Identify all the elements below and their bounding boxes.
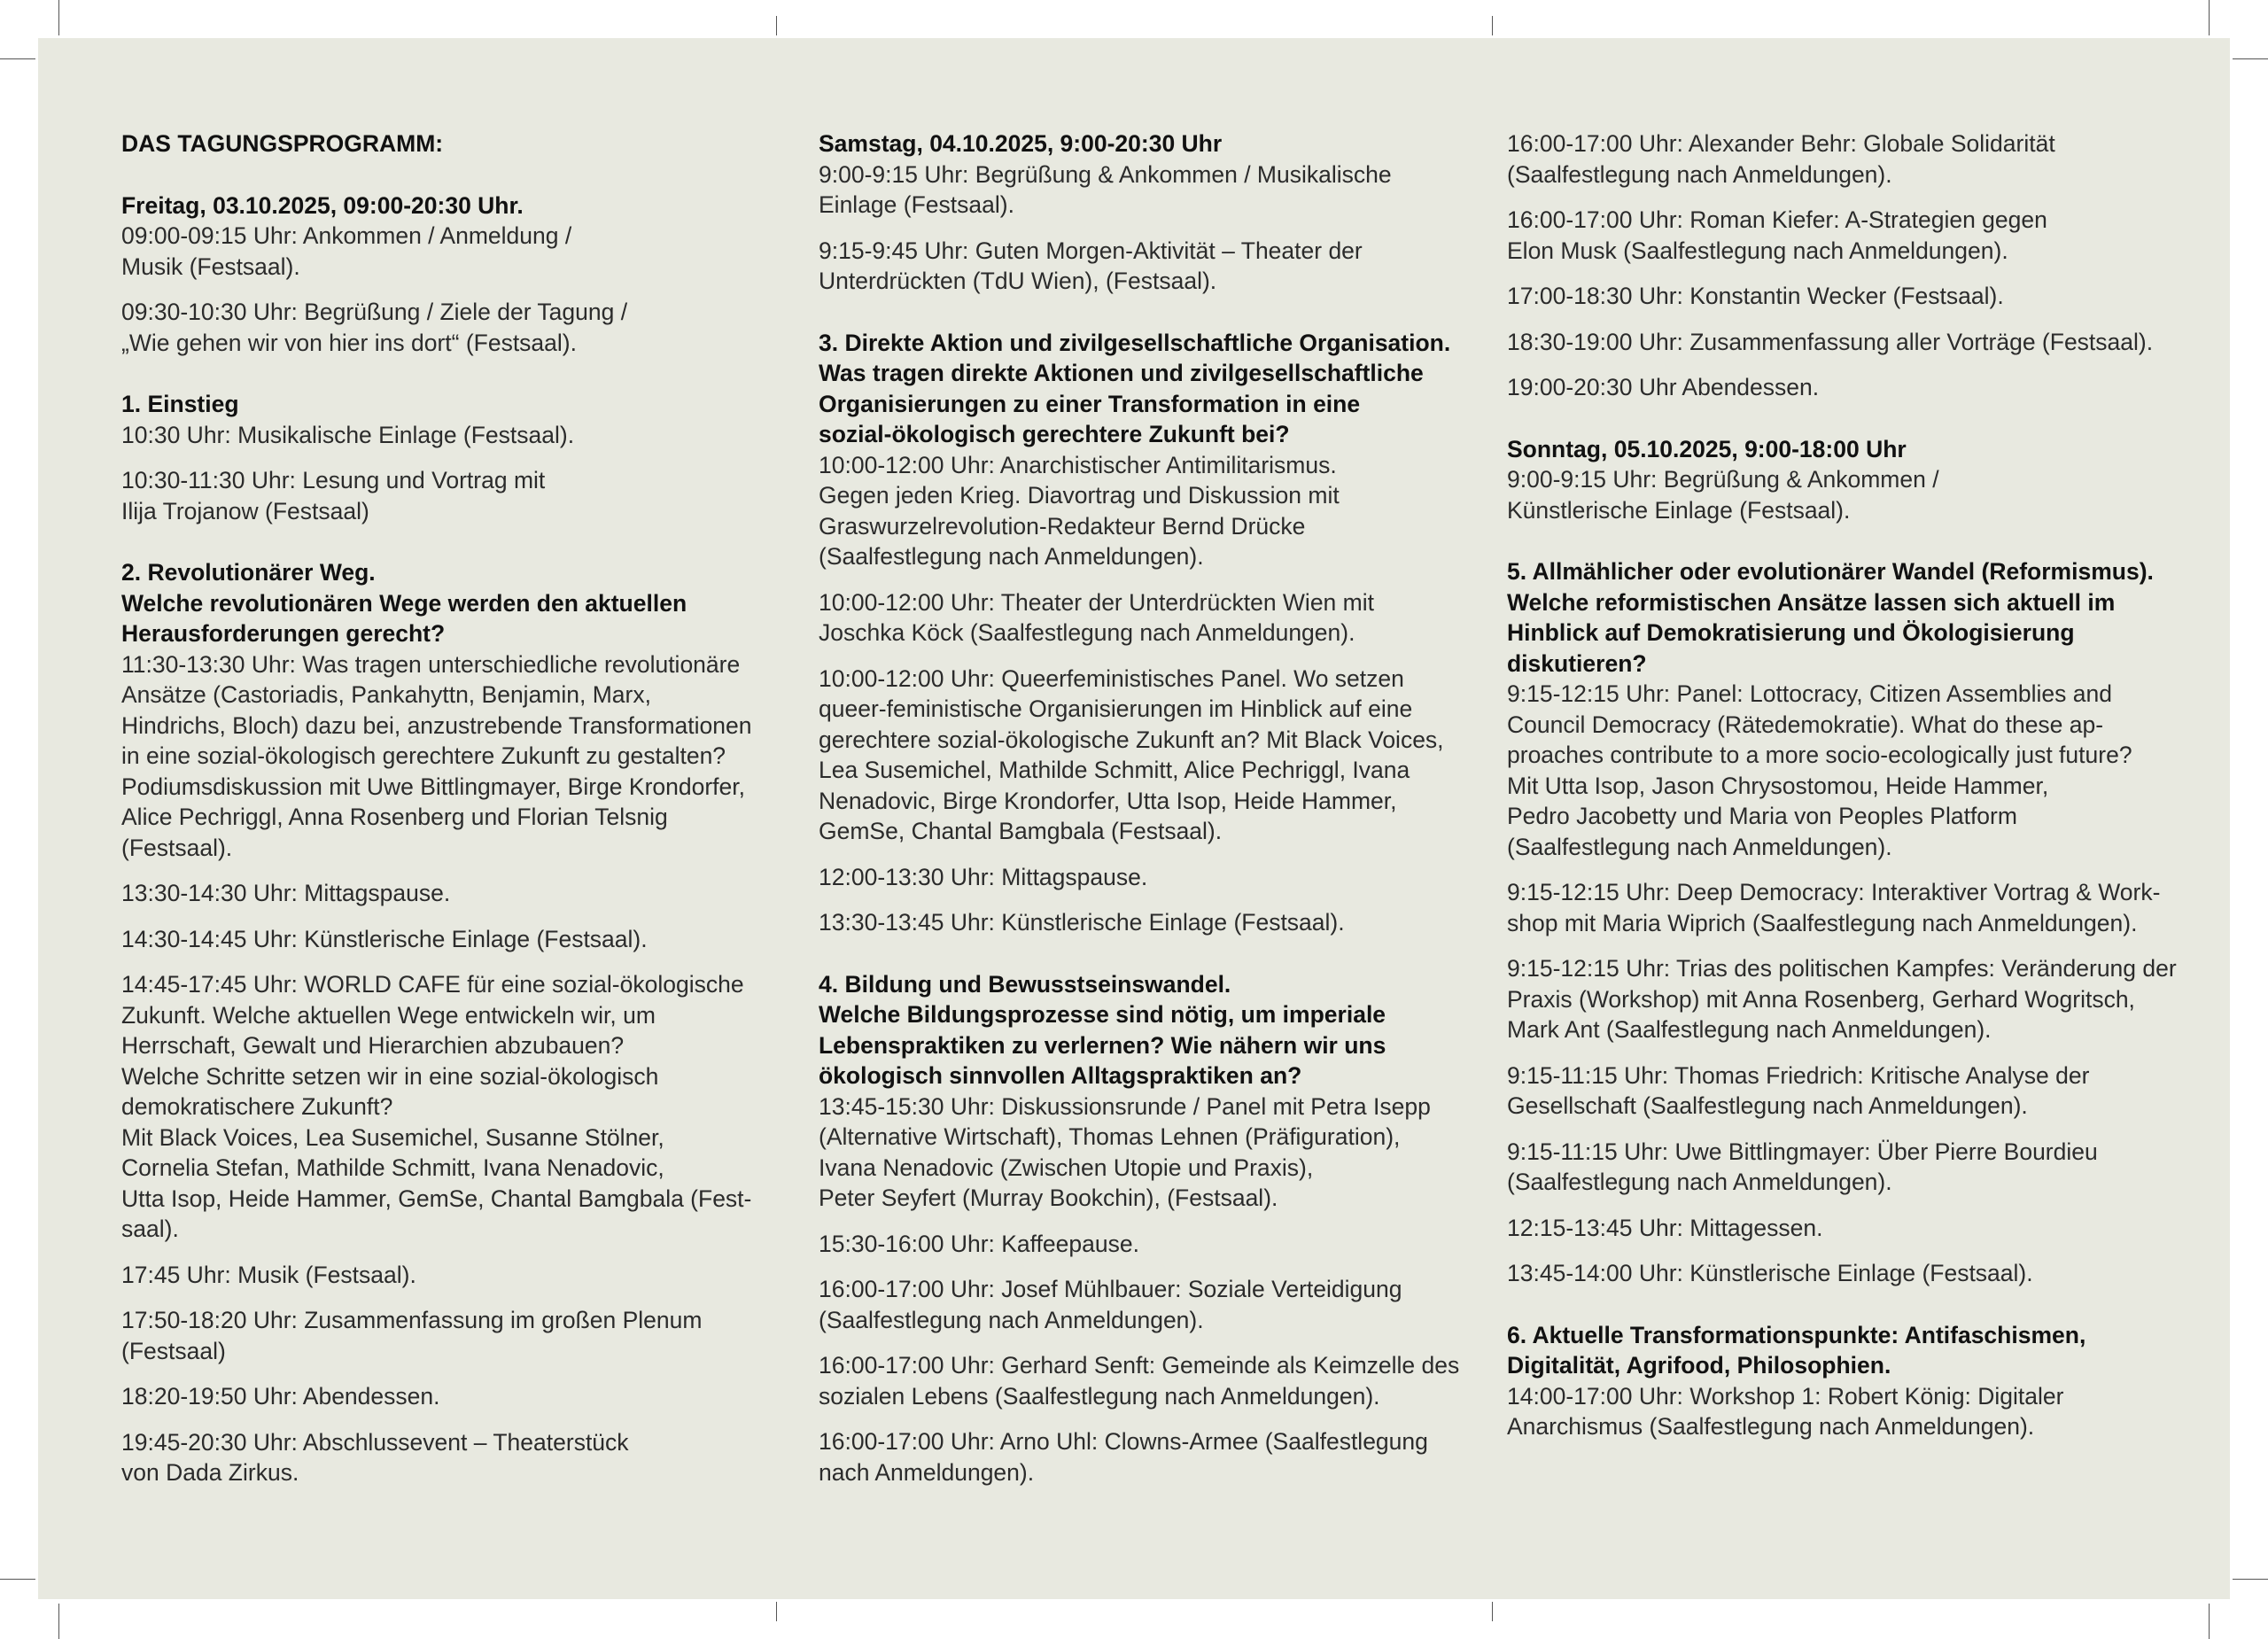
crop-mark	[58, 1604, 59, 1639]
program-entry: 14:00-17:00 Uhr: Workshop 1: Robert König: Digitaler Anarchismus (Saalfestlegung nach Anmeldungen).	[1507, 1382, 2064, 1440]
crop-mark	[58, 0, 59, 35]
program-entry: 13:45-14:00 Uhr: Künstlerische Einlage (Festsaal).	[1507, 1260, 2033, 1286]
program-entry: 19:00-20:30 Uhr Abendessen.	[1507, 374, 1820, 400]
section-heading-4: 4. Bildung und Bewusstseinswandel. Welche Bildungsprozesse sind nötig, um imperiale Lebenspraktiken zu verlernen? Wie nähern wir uns ökologisch sinnvollen Alltagspraktiken an?	[819, 970, 1386, 1089]
section-heading-6: 6. Aktuelle Transformationspunkte: Antifaschismen, Digitalität, Agrifood, Philosophien.	[1507, 1321, 2086, 1379]
fold-mark	[776, 1602, 777, 1621]
program-entry: 10:00-12:00 Uhr: Anarchistischer Antimilitarismus. Gegen jeden Krieg. Diavortrag und Diskussion mit Graswurzelrevolution-Redakteur Bernd Drücke (Saalfestlegung nach Anmeldungen).	[819, 451, 1340, 570]
program-entry: 13:30-14:30 Uhr: Mittagspause.	[121, 880, 451, 906]
column-friday	[121, 128, 804, 1503]
program-entry: 17:00-18:30 Uhr: Konstantin Wecker (Festsaal).	[1507, 283, 2004, 309]
spacer	[121, 541, 804, 557]
program-entry: 16:00-17:00 Uhr: Josef Mühlbauer: Soziale Verteidigung (Saalfestlegung nach Anmeldungen).	[819, 1276, 1402, 1333]
program-entry: 13:45-15:30 Uhr: Diskussionsrunde / Panel mit Petra Isepp (Alternative Wirtschaft), Thomas Lehnen (Präfiguration), Ivana Nenadovic (Zwischen Utopie und Praxis), Peter Seyfert (Murray Bookchin), (Festsaal).	[819, 1092, 1431, 1211]
program-entry: 16:00-17:00 Uhr: Roman Kiefer: A-Strategien gegen Elon Musk (Saalfestlegung nach Anmeldungen).	[1507, 206, 2047, 264]
program-entry: 09:00-09:15 Uhr: Ankommen / Anmeldung / Musik (Festsaal).	[121, 222, 572, 280]
crop-mark	[0, 58, 35, 59]
program-entry: 9:15-9:45 Uhr: Guten Morgen-Aktivität – Theater der Unterdrückten (TdU Wien), (Festsaal).	[819, 237, 1363, 294]
fold-mark	[776, 16, 777, 35]
program-entry: 17:45 Uhr: Musik (Festsaal).	[121, 1261, 416, 1288]
section-heading-3: 3. Direkte Aktion und zivilgesellschaftliche Organisation. Was tragen direkte Aktionen und zivilgesellschaftliche Organisierungen zu einer Transformation in eine sozial-ökologisch gerechtere Zukunft bei?	[819, 329, 1451, 447]
crop-mark	[2209, 0, 2210, 35]
program-entry: 9:15-11:15 Uhr: Uwe Bittlingmayer: Über Pierre Bourdieu (Saalfestlegung nach Anmeldungen).	[1507, 1138, 2098, 1195]
day-heading-friday: Freitag, 03.10.2025, 09:00-20:30 Uhr.	[121, 191, 524, 219]
column-saturday	[819, 128, 1501, 1503]
program-entry: 18:30-19:00 Uhr: Zusammenfassung aller Vorträge (Festsaal).	[1507, 328, 2154, 355]
crop-mark	[2233, 1579, 2268, 1580]
spacer	[121, 159, 804, 190]
crop-mark	[0, 1579, 35, 1580]
program-entry: 10:00-12:00 Uhr: Queerfeministisches Panel. Wo setzen queer-feministische Organisierungen im Hinblick auf eine gerechtere sozial-ökologische Zukunft an? Mit Black Voices, Lea Susemichel, Mathilde Schmitt, Alice Pechriggl, Ivana Nenadovic, Birge Krondorfer, Utta Isop, Heide Hammer, GemSe, Chantal Bamgbala (Festsaal).	[819, 664, 1444, 844]
program-entry: 15:30-16:00 Uhr: Kaffeepause.	[819, 1230, 1139, 1257]
crop-mark	[2233, 58, 2268, 59]
program-entry: 10:30 Uhr: Musikalische Einlage (Festsaal).	[121, 421, 575, 448]
program-entry: 09:30-10:30 Uhr: Begrüßung / Ziele der Tagung / „Wie gehen wir von hier ins dort“ (Festsaal).	[121, 299, 628, 356]
program-entry: 10:30-11:30 Uhr: Lesung und Vortrag mit Ilija Trojanow (Festsaal)	[121, 467, 546, 524]
program-entry: 9:00-9:15 Uhr: Begrüßung & Ankommen / Musikalische Einlage (Festsaal).	[819, 160, 1392, 218]
program-entry: 9:00-9:15 Uhr: Begrüßung & Ankommen / Künstlerische Einlage (Festsaal).	[1507, 466, 1939, 524]
section-heading-5: 5. Allmählicher oder evolutionärer Wandel (Reformismus). Welche reformistischen Ansätze lassen sich aktuell im Hinblick auf Demokratisierung und Ökologisierung diskutieren?	[1507, 558, 2154, 677]
spacer	[1507, 540, 2189, 556]
program-entry: 16:00-17:00 Uhr: Gerhard Senft: Gemeinde als Keimzelle des sozialen Lebens (Saalfestlegung nach Anmeldungen).	[819, 1352, 1460, 1410]
program-entry: 16:00-17:00 Uhr: Arno Uhl: Clowns-Armee (Saalfestlegung nach Anmeldungen).	[819, 1428, 1428, 1486]
spacer	[1507, 418, 2189, 434]
fold-mark	[1492, 16, 1493, 35]
program-entry: 14:45-17:45 Uhr: WORLD CAFE für eine sozial-ökologische Zukunft. Welche aktuellen Wege entwickeln wir, um Herrschaft, Gewalt und Hierarchien abzubauen? Welche Schritte setzen wir in eine sozial-ökologisch demokratischere Zukunft? Mit Black Voices, Lea Susemichel, Susanne Stölner, Cornelia Stefan, Mathilde Schmitt, Ivana Nenadovic, Utta Isop, Heide Hammer, GemSe, Chantal Bamgbala (Fest- saal).	[121, 971, 752, 1242]
program-entry: 9:15-11:15 Uhr: Thomas Friedrich: Kritische Analyse der Gesellschaft (Saalfestlegung nach Anmeldungen).	[1507, 1061, 2090, 1119]
program-entry: 14:30-14:45 Uhr: Künstlerische Einlage (Festsaal).	[121, 925, 648, 952]
program-entry: 9:15-12:15 Uhr: Deep Democracy: Interaktiver Vortrag & Work- shop mit Maria Wiprich (Saalfestlegung nach Anmeldungen).	[1507, 879, 2161, 936]
program-entry: 19:45-20:30 Uhr: Abschlussevent – Theaterstück von Dada Zirkus.	[121, 1428, 629, 1486]
column-saturday-sunday	[1507, 128, 2189, 1457]
spacer	[121, 373, 804, 389]
program-entry: 13:30-13:45 Uhr: Künstlerische Einlage (Festsaal).	[819, 909, 1345, 936]
program-entry: 16:00-17:00 Uhr: Alexander Behr: Globale Solidarität (Saalfestlegung nach Anmeldungen).	[1507, 130, 2055, 188]
section-heading-2: 2. Revolutionärer Weg. Welche revolutionären Wege werden den aktuellen Herausforderungen gerecht?	[121, 559, 687, 647]
program-entry: 17:50-18:20 Uhr: Zusammenfassung im großen Plenum (Festsaal)	[121, 1307, 703, 1364]
crop-mark	[2209, 1604, 2210, 1639]
day-heading-sunday: Sonntag, 05.10.2025, 9:00-18:00 Uhr	[1507, 435, 1907, 462]
program-entry: 18:20-19:50 Uhr: Abendessen.	[121, 1383, 440, 1410]
fold-mark	[1492, 1602, 1493, 1621]
program-entry: 11:30-13:30 Uhr: Was tragen unterschiedliche revolutionäre Ansätze (Castoriadis, Pankahyttn, Benjamin, Marx, Hindrichs, Bloch) dazu bei, anzustrebende Transformationen in eine sozial-ökologisch gerechtere Zukunft zu gestalten? Podiumsdiskussion mit Uwe Bittlingmayer, Birge Krondorfer, Alice Pechriggl, Anna Rosenberg und Florian Telsnig (Festsaal).	[121, 650, 752, 861]
program-entry: 10:00-12:00 Uhr: Theater der Unterdrückten Wien mit Joschka Köck (Saalfestlegung nach Anmeldungen).	[819, 588, 1374, 646]
program-entry: 12:15-13:45 Uhr: Mittagessen.	[1507, 1214, 1823, 1241]
program-entry: 9:15-12:15 Uhr: Panel: Lottocracy, Citizen Assemblies and Council Democracy (Rätedemokratie). What do these ap- proaches contribute to a more socio-ecologically just future? Mit Utta Isop, Jason Chrysostomou, Heide Hammer, Pedro Jacobetty und Maria von Peoples Platform (Saalfestlegung nach Anmeldungen).	[1507, 680, 2132, 860]
spacer	[1507, 1304, 2189, 1320]
section-heading-1: 1. Einstieg	[121, 391, 239, 417]
spacer	[819, 312, 1501, 328]
spacer	[819, 953, 1501, 969]
program-entry: 12:00-13:30 Uhr: Mittagspause.	[819, 863, 1148, 890]
day-heading-saturday: Samstag, 04.10.2025, 9:00-20:30 Uhr	[819, 130, 1223, 157]
programm-title: DAS TAGUNGSPROGRAMM:	[121, 130, 444, 157]
program-entry: 9:15-12:15 Uhr: Trias des politischen Kampfes: Veränderung der Praxis (Workshop) mit Anna Rosenberg, Gerhard Wogritsch, Mark Ant (Saalfestlegung nach Anmeldungen).	[1507, 955, 2177, 1043]
